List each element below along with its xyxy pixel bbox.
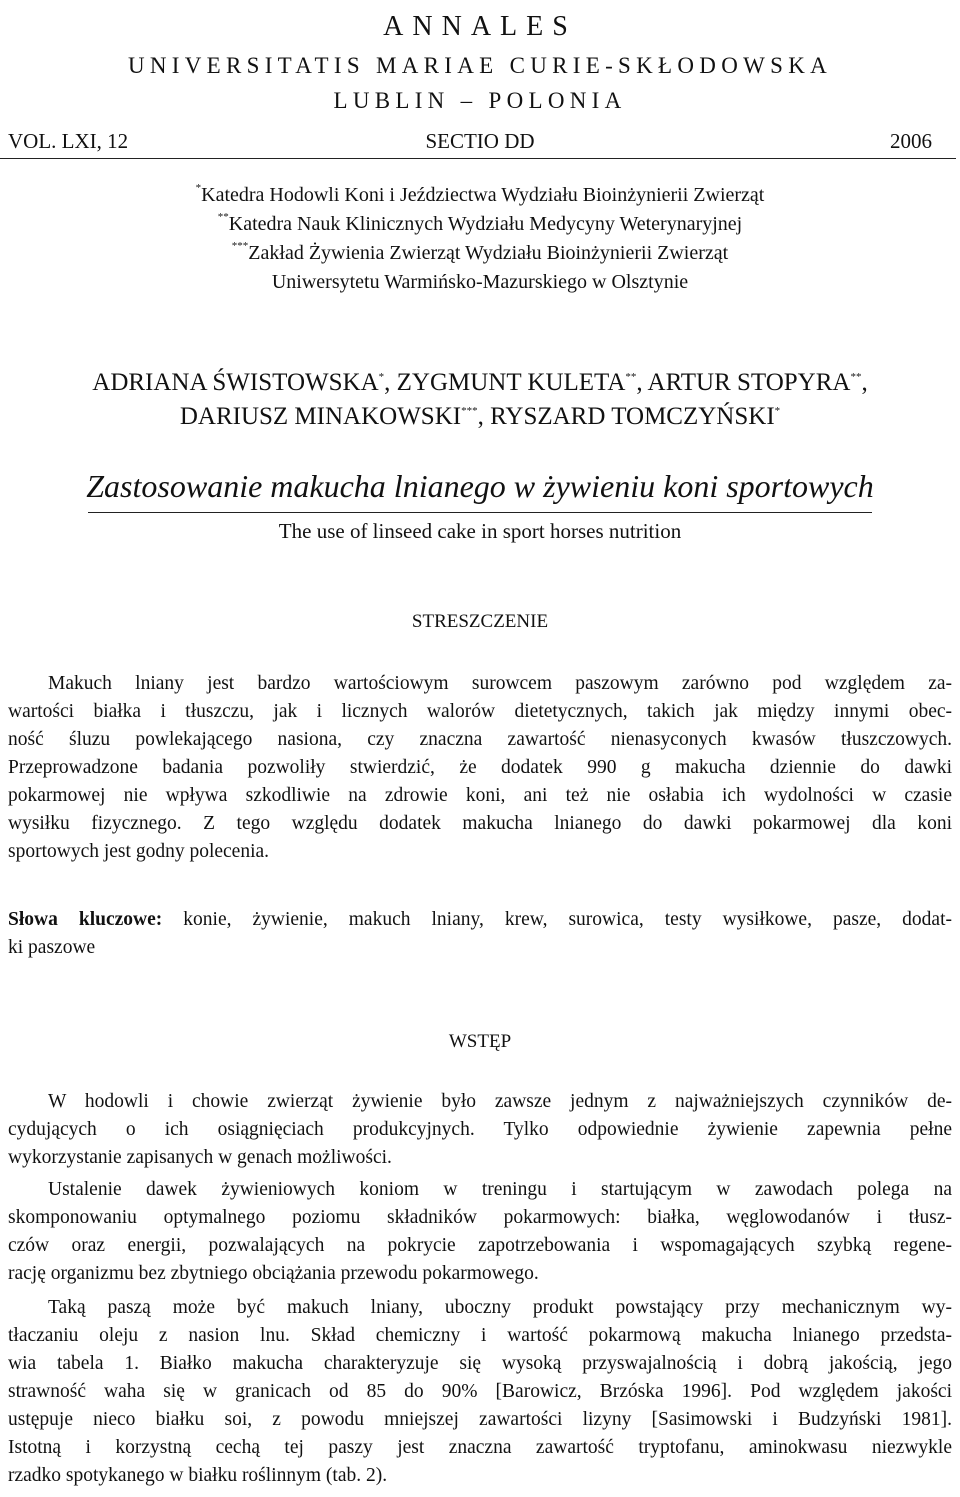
- affiliation-line: ***Zakład Żywienia Zwierząt Wydziału Bioinżynierii Zwierząt: [231, 240, 729, 264]
- journal-name: ANNALES: [383, 11, 577, 42]
- abstract-line: Makuch lniany jest bardzo wartościowym surowcem paszowym zarówno pod względem za-: [48, 673, 952, 694]
- intro-line: tłaczaniu oleju z nasion lnu. Skład chemiczny i wartość pokarmową makucha lnianego przedsta-: [8, 1325, 952, 1346]
- university-name: UNIVERSITATIS MARIAE CURIE-SKŁODOWSKA: [127, 53, 833, 78]
- intro-line: cydujących o ich osiągnięciach produkcyjnych. Tylko odpowiednie żywienie zapewnia pełne: [8, 1119, 952, 1140]
- abstract-line: ność śluzu powlekającego nasiona, czy znaczna zawartość nienasyconych kwasów tłuszczowych.: [8, 729, 952, 750]
- paper-title: Zastosowanie makucha lnianego w żywieniu koni sportowych: [86, 468, 874, 504]
- intro-heading: WSTĘP: [448, 1031, 512, 1052]
- intro-paragraph-1: [8, 1088, 952, 1172]
- affiliation-line: *Katedra Hodowli Koni i Jeździectwa Wydziału Bioinżynierii Zwierząt: [195, 182, 765, 206]
- abstract-line: wartości białka i tłuszczu, jak i licznych walorów dietetycznych, takich jak między innymi obec-: [8, 701, 952, 722]
- author-name: ZYGMUNT KULETA: [396, 369, 626, 396]
- intro-line: Ustalenie dawek żywieniowych koniom w treningu i startującym w zawodach polega na: [48, 1179, 952, 1200]
- keywords-label: Słowa kluczowe:: [8, 909, 163, 930]
- intro-line: W hodowli i chowie zwierząt żywienie było zawsze jednym z najważniejszych czynników de-: [48, 1091, 952, 1112]
- volume-number: VOL. LXI, 12: [8, 129, 129, 153]
- abstract-heading: STRESZCZENIE: [411, 611, 549, 632]
- abstract-line: wysiłku fizycznego. Z tego względu dodatek makucha lnianego do dawki pokarmowej dla koni: [8, 813, 952, 834]
- affiliations: [0, 181, 960, 297]
- affiliation-line: Uniwersytetu Warmińsko-Mazurskiego w Olsztynie: [271, 271, 689, 293]
- publication-year: 2006: [890, 129, 932, 153]
- author-name: ARTUR STOPYRA: [647, 369, 851, 396]
- intro-line: wykorzystanie zapisanych w genach możliwości.: [8, 1147, 392, 1168]
- authors-line-1: ADRIANA ŚWISTOWSKA*, ZYGMUNT KULETA**, ARTUR STOPYRA**,: [92, 369, 868, 396]
- title-rule: [88, 512, 872, 513]
- keywords-line: Słowa kluczowe: konie, żywienie, makuch lniany, krew, surowica, testy wysiłkowe, pasze, dodat-: [8, 909, 952, 930]
- abstract-line: sportowych jest godny polecenia.: [8, 841, 270, 862]
- abstract-line: pokarmowej nie wpływa szkodliwie na zdrowie koni, ani też nie osłabia ich wydolności w czasie: [8, 785, 952, 806]
- header-rule: [0, 158, 956, 159]
- intro-paragraph-2: [8, 1176, 952, 1288]
- paper-title-english: The use of linseed cake in sport horses nutrition: [278, 519, 682, 543]
- intro-line: czów oraz energii, pozwalających na pokrycie zapotrzebowania i wspomagających szybką regene-: [8, 1235, 952, 1256]
- intro-line: Taką paszą może być makuch lniany, uboczny produkt powstający przy mechanicznym wy-: [48, 1297, 952, 1318]
- volume-row: [0, 126, 960, 156]
- intro-paragraph-3: [8, 1294, 952, 1490]
- authors: [0, 366, 960, 434]
- author-name: ADRIANA ŚWISTOWSKA: [92, 369, 379, 396]
- author-name: RYSZARD TOMCZYŃSKI: [490, 403, 775, 430]
- keywords: [8, 906, 952, 962]
- keywords-line: ki paszowe: [8, 937, 96, 958]
- authors-line-2: DARIUSZ MINAKOWSKI***, RYSZARD TOMCZYŃSKI*: [179, 403, 781, 430]
- intro-line: ustępuje nieco białku soi, z powodu mniejszej zawartości lizyny [Sasimowski i Budzyński 1981].: [8, 1409, 952, 1430]
- abstract-line: Przeprowadzone badania pozwoliły stwierdzić, że dodatek 990 g makucha dziennie do dawki: [8, 757, 952, 778]
- intro-line: strawność waha się w granicach od 85 do 90% [Barowicz, Brzóska 1996]. Pod względem jakości: [8, 1381, 952, 1402]
- intro-line: rzadko spotykanego w białku roślinnym (tab. 2).: [8, 1465, 388, 1486]
- journal-place: LUBLIN – POLONIA: [333, 88, 627, 113]
- author-name: DARIUSZ MINAKOWSKI: [179, 403, 462, 430]
- sectio-label: SECTIO DD: [425, 129, 535, 153]
- abstract-body: [8, 670, 952, 866]
- intro-line: Istotną i korzystną cechą tej paszy jest znaczna zawartość tryptofanu, aminokwasu niezwykle: [8, 1437, 952, 1458]
- intro-line: wia tabela 1. Białko makucha charakteryzuje się wysoką przyswajalnością i dobrą jakością, jego: [8, 1353, 952, 1374]
- affiliation-line: **Katedra Nauk Klinicznych Wydziału Medycyny Weterynaryjnej: [217, 211, 743, 235]
- intro-line: rację organizmu bez zbytniego obciążania przewodu pokarmowego.: [8, 1263, 539, 1284]
- intro-line: skomponowaniu optymalnego poziomu składników pokarmowych: białka, węglowodanów i tłusz-: [8, 1207, 952, 1228]
